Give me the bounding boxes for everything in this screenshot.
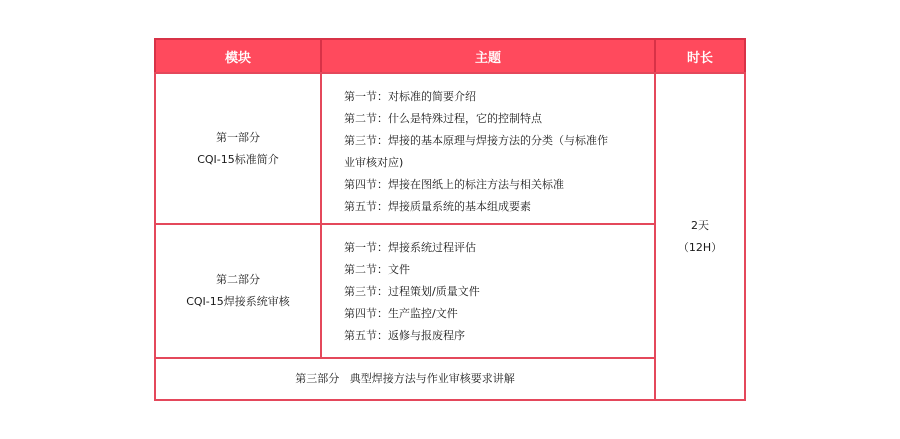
part1-topic-3-cont: 业审核对应) — [344, 156, 404, 169]
part1-topic-1: 第一节：对标准的简要介绍 — [344, 90, 476, 103]
header-duration — [654, 38, 746, 74]
header-duration-label: 时长 — [686, 50, 713, 66]
part2-topic-5: 第五节：返修与报废程序 — [344, 329, 465, 342]
part1-subtitle: CQI-15标准简介 — [197, 152, 279, 166]
part2-module-cell — [154, 223, 322, 359]
part1-topic-2: 第二节：什么是特殊过程，它的控制特点 — [344, 112, 542, 125]
duration-days: 2天 — [691, 218, 709, 232]
part1-topics-cell — [320, 72, 656, 225]
header-module — [154, 38, 322, 74]
course-table — [154, 38, 746, 401]
part2-topic-3: 第三节：过程策划/质量文件 — [344, 285, 480, 298]
header-module-label: 模块 — [224, 50, 251, 66]
part2-topic-4: 第四节：生产监控/文件 — [344, 307, 458, 320]
header-topic — [320, 38, 656, 74]
part2-topic-1: 第一节：焊接系统过程评估 — [344, 241, 476, 254]
part1-topic-5: 第五节：焊接质量系统的基本组成要素 — [344, 200, 531, 213]
part1-topic-4: 第四节：焊接在图纸上的标注方法与相关标准 — [344, 178, 564, 191]
part2-topic-2: 第二节：文件 — [344, 263, 410, 276]
part1-module-cell — [154, 72, 322, 225]
part2-topics-cell — [320, 223, 656, 359]
part1-name: 第一部分 — [216, 130, 260, 144]
duration-hours: （12H） — [677, 240, 723, 254]
header-topic-label: 主题 — [474, 50, 501, 66]
part2-name: 第二部分 — [216, 273, 260, 286]
part2-subtitle: CQI-15焊接系统审核 — [186, 295, 290, 308]
duration-cell — [654, 72, 746, 401]
part1-topic-3: 第三节：焊接的基本原理与焊接方法的分类（与标准作 — [344, 134, 608, 147]
part3-title: 第三部分 典型焊接方法与作业审核要求讲解 — [295, 372, 515, 385]
part3-cell — [154, 357, 656, 401]
